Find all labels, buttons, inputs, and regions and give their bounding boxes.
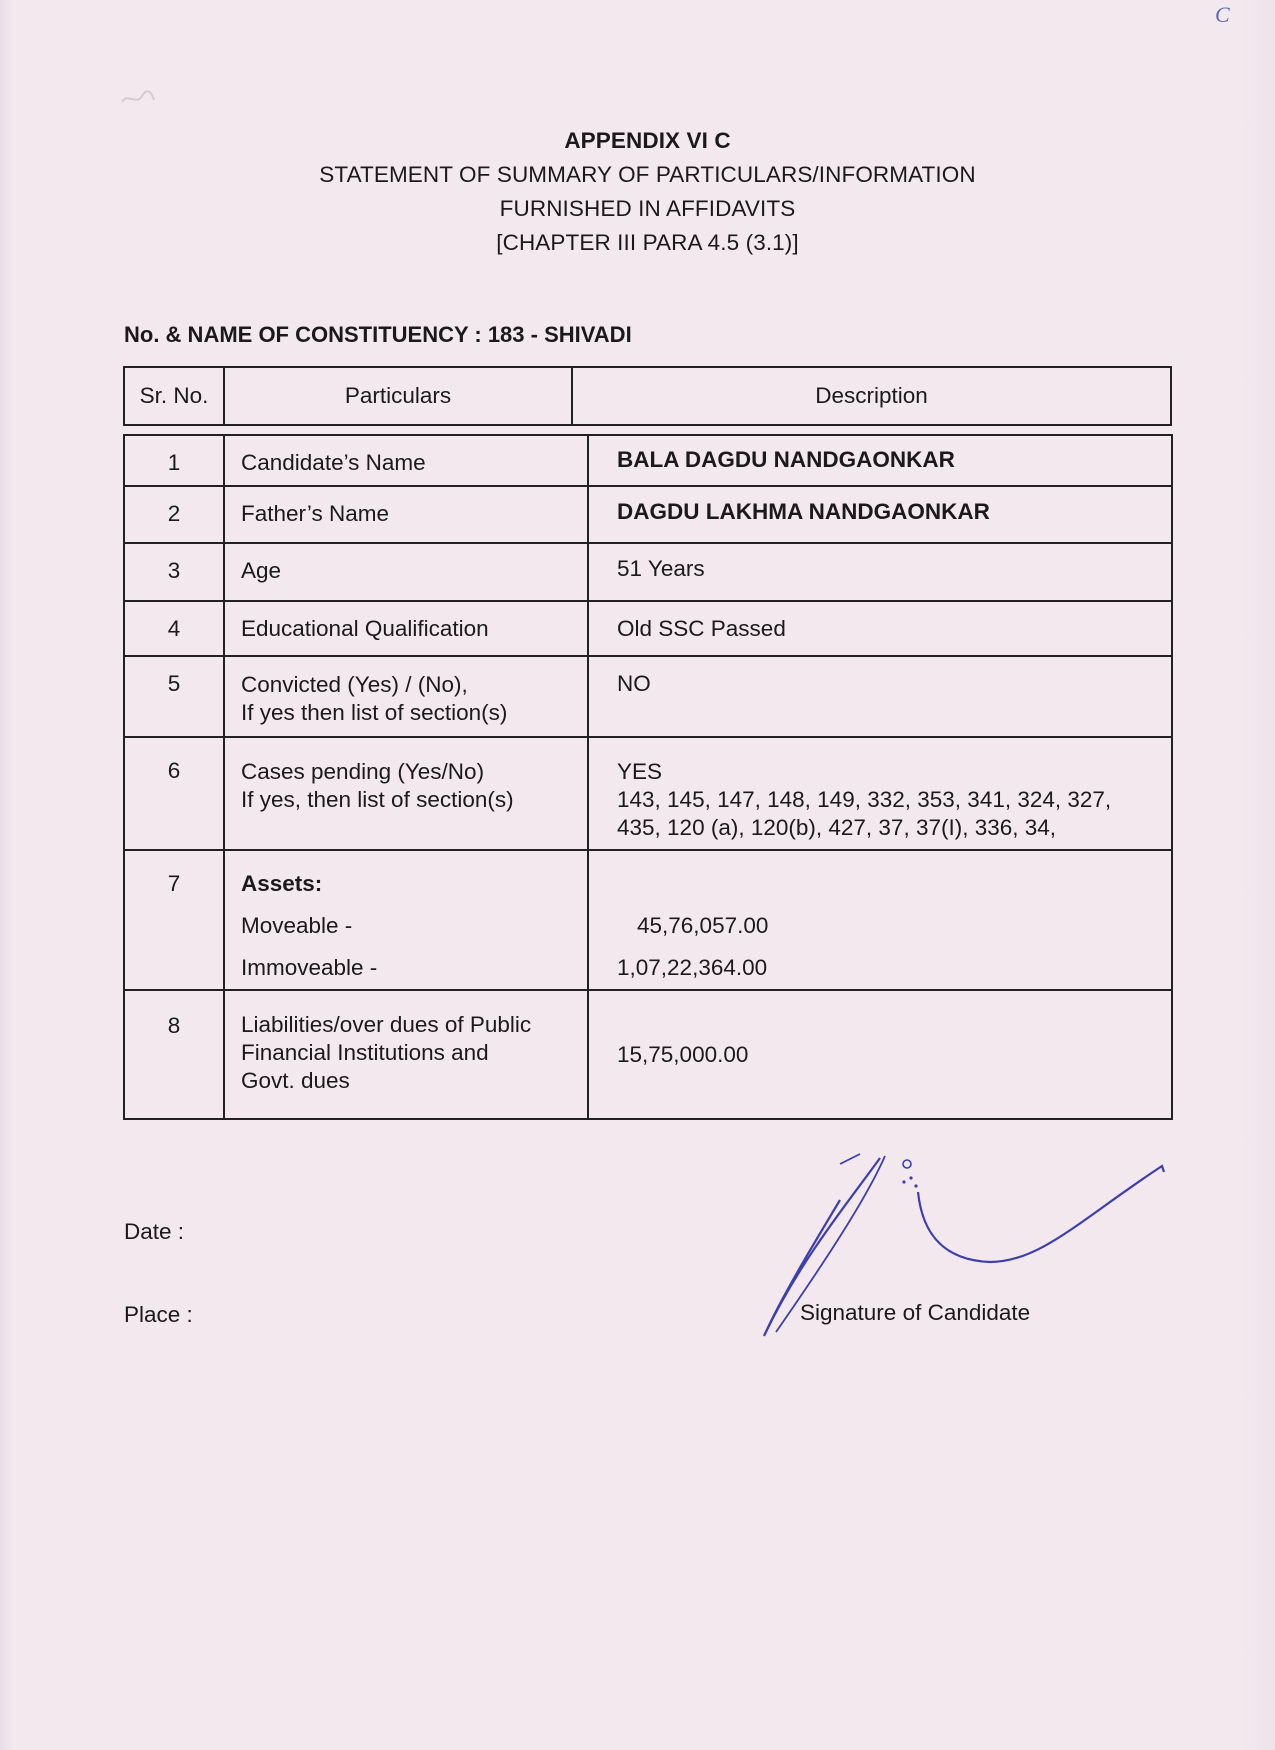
table-row <box>124 850 1172 990</box>
sr-no: 4 <box>167 616 181 641</box>
education-value: Old SSC Passed <box>617 616 786 641</box>
document-header <box>0 124 1275 260</box>
particular-sublabel: Govt. dues <box>241 1068 350 1093</box>
particular-label: Father’s Name <box>241 501 389 526</box>
moveable-value: 45,76,057.00 <box>637 913 769 938</box>
table-row <box>124 543 1172 601</box>
particular-sublabel: If yes then list of section(s) <box>241 700 508 725</box>
particular-label: Cases pending (Yes/No) <box>241 759 485 784</box>
signature-label: Signature of Candidate <box>800 1300 1031 1325</box>
sr-no: 5 <box>167 671 181 696</box>
header-line-2: FURNISHED IN AFFIDAVITS <box>499 196 796 221</box>
particular-sublabel: Financial Institutions and <box>241 1040 489 1065</box>
table-row <box>124 435 1172 486</box>
constituency-heading: No. & NAME OF CONSTITUENCY : 183 - SHIVADI <box>124 322 632 347</box>
candidate-name: BALA DAGDU NANDGAONKAR <box>617 447 955 472</box>
immoveable-value: 1,07,22,364.00 <box>617 955 768 980</box>
column-header-sr-no: Sr. No. <box>124 367 224 425</box>
sections-list-line-2: 435, 120 (a), 120(b), 427, 37, 37(I), 336, 34, <box>617 815 1057 840</box>
particular-label: Age <box>241 558 282 583</box>
convicted-value: NO <box>617 671 651 696</box>
particular-label: Liabilities/over dues of Public <box>241 1012 532 1037</box>
header-line-3: [CHAPTER III PARA 4.5 (3.1)] <box>496 230 799 255</box>
particular-label: Educational Qualification <box>241 616 489 641</box>
table-header <box>123 366 1172 426</box>
date-label: Date : <box>124 1219 185 1244</box>
table-row <box>124 486 1172 543</box>
particular-label: Candidate’s Name <box>241 450 426 475</box>
table-row <box>124 601 1172 656</box>
corner-mark: C <box>1215 2 1230 27</box>
sr-no: 1 <box>167 450 181 475</box>
table-row <box>124 990 1172 1119</box>
father-name: DAGDU LAKHMA NANDGAONKAR <box>617 499 990 524</box>
sr-no: 7 <box>167 871 181 896</box>
column-header-particulars: Particulars <box>224 367 572 425</box>
sections-list-line-1: 143, 145, 147, 148, 149, 332, 353, 341, 324, 327, <box>617 787 1112 812</box>
sr-no: 8 <box>167 1013 181 1038</box>
liabilities-value: 15,75,000.00 <box>617 1041 749 1067</box>
sr-no: 6 <box>167 758 181 783</box>
sr-no: 3 <box>167 558 181 583</box>
cases-pending-value: YES <box>617 759 663 784</box>
table-row <box>124 737 1172 850</box>
appendix-title: APPENDIX VI C <box>564 128 731 153</box>
place-label: Place : <box>124 1302 193 1327</box>
immoveable-label: Immoveable - <box>241 955 378 980</box>
column-header-description: Description <box>572 367 1171 425</box>
ink-smudge-icon <box>118 84 158 114</box>
particular-label: Convicted (Yes) / (No), <box>241 672 468 697</box>
sr-no: 2 <box>167 501 181 526</box>
particulars-table <box>123 434 1173 1120</box>
age-value: 51 Years <box>617 556 705 581</box>
moveable-label: Moveable - <box>241 913 353 938</box>
table-row <box>124 656 1172 737</box>
assets-heading: Assets: <box>241 871 323 896</box>
particular-sublabel: If yes, then list of section(s) <box>241 787 514 812</box>
header-line-1: STATEMENT OF SUMMARY OF PARTICULARS/INFORMATION <box>319 162 976 187</box>
